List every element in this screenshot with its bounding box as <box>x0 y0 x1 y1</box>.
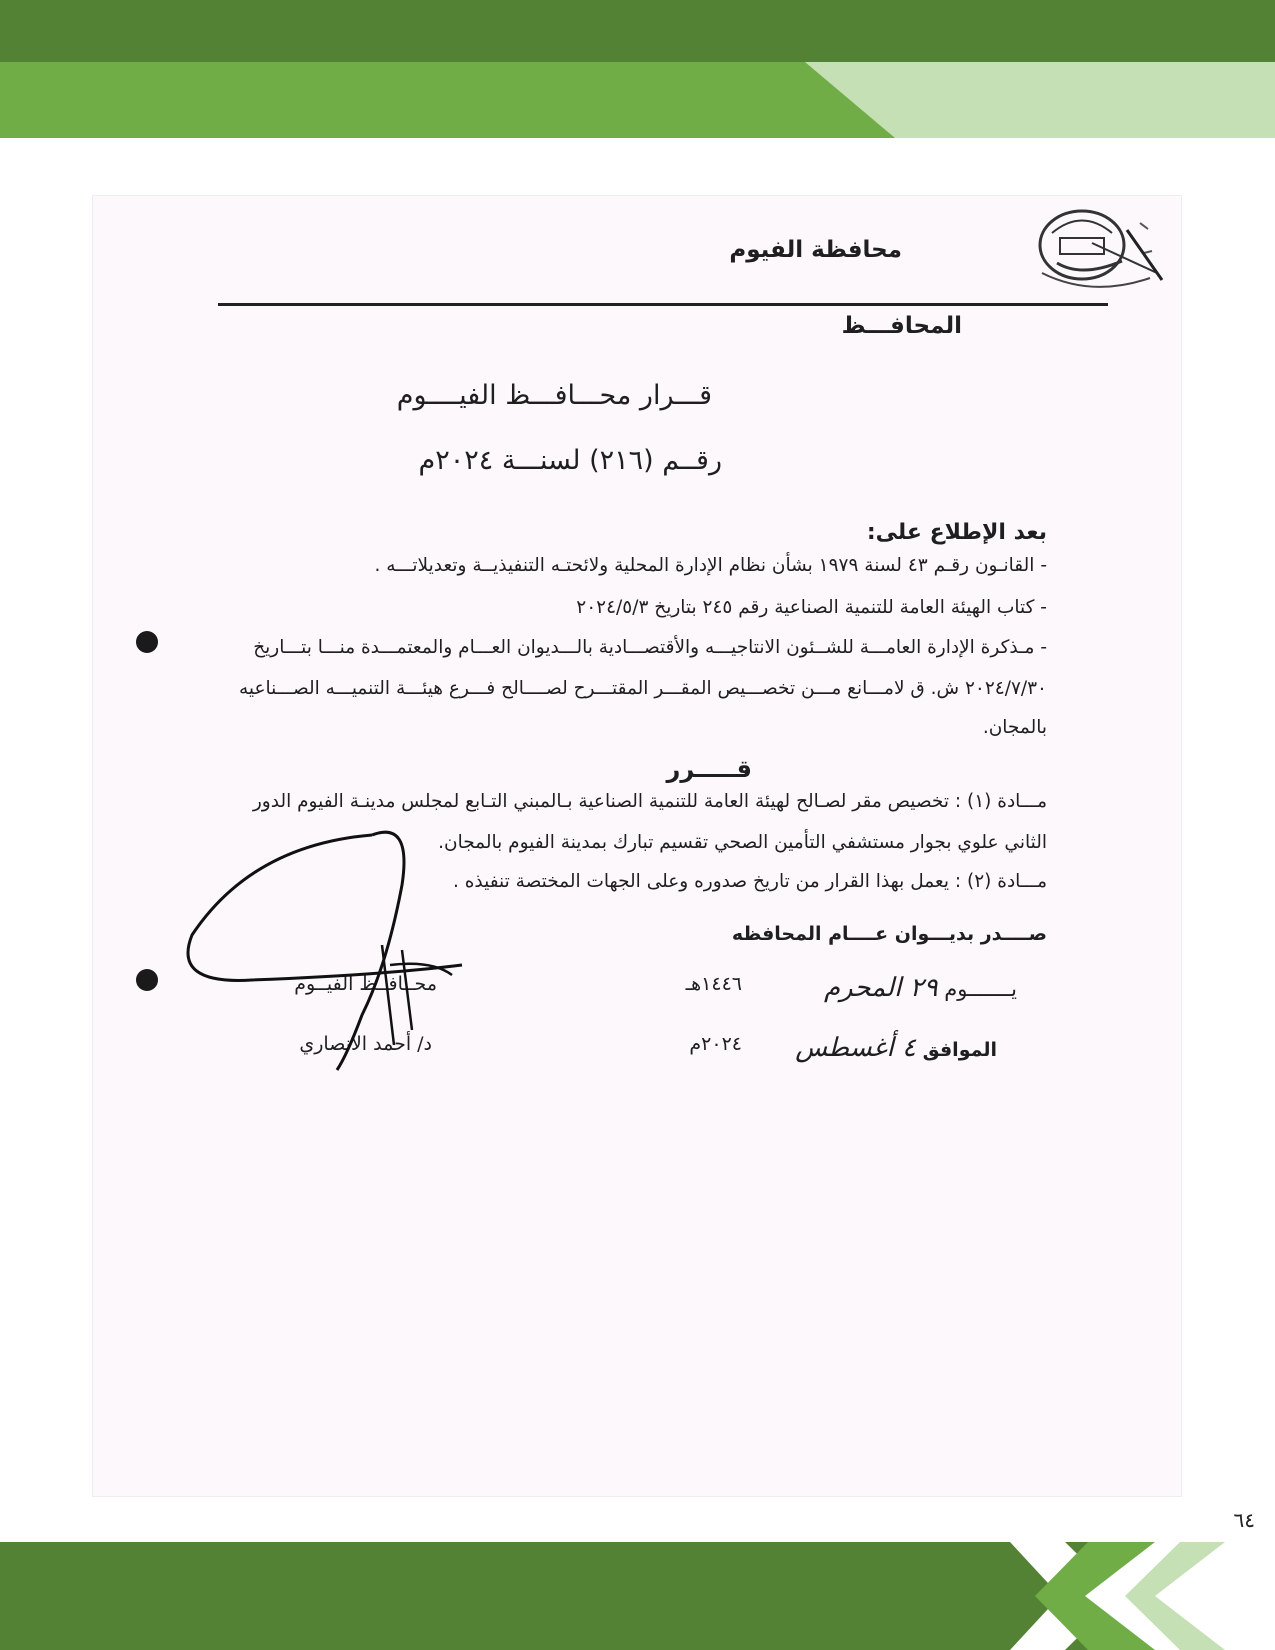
top-band-light-wedge <box>0 62 1275 138</box>
header-rule <box>218 303 1108 306</box>
scanned-decree <box>92 195 1182 1497</box>
punch-hole-icon <box>132 627 162 657</box>
hijri-year: ١٤٤٦هـ <box>685 973 742 995</box>
decree-title: قـــرار محـــافـــظ الفيــــوم <box>396 380 712 411</box>
hijri-handwritten: ٢٩ المحرم <box>823 973 938 1003</box>
bottom-band <box>0 1542 1275 1650</box>
decree-number: رقــم (٢١٦) لسنـــة ٢٠٢٤م <box>418 445 722 476</box>
signatory-name: د/ أحمد الانصاري <box>299 1033 432 1055</box>
top-band-dark <box>0 0 1275 62</box>
preamble-heading: بعد الإطلاع على: <box>866 520 1047 545</box>
gregorian-date <box>795 1033 997 1063</box>
punch-hole-icon <box>132 965 162 995</box>
preamble-item: بالمجان. <box>982 717 1047 738</box>
hijri-date <box>824 973 1017 1003</box>
office-title: المحافـــظ <box>841 313 962 339</box>
preamble-item: - مـذكرة الإدارة العامـــة للشــئون الانتاجيـــه والأقتصـــادية بالـــديوان العـــام والمعتمـــدة منـــا بتـــاريخ <box>253 637 1047 658</box>
decision-heading: قـــــرر <box>666 755 752 783</box>
governorate-name: محافظة الفيوم <box>729 237 902 263</box>
preamble-item: - القانـون رقـم ٤٣ لسنة ١٩٧٩ بشأن نظام الإدارة المحلية ولائحتـه التنفيذيــة وتعديلاتـــه . <box>374 555 1047 576</box>
article-line: مـــادة (١) : تخصيص مقر لصـالح لهيئة العامة للتنمية الصناعية بـالمبني التـابع لمجلس مدينـة الفيوم الدور <box>252 791 1047 812</box>
issued-at: صــــدر بديـــوان عــــام المحافظه <box>731 923 1047 945</box>
gregorian-handwritten: ٤ أغسطس <box>795 1033 916 1063</box>
hijri-label: يـــــــوم <box>944 977 1017 1001</box>
gregorian-year: ٢٠٢٤م <box>689 1033 742 1055</box>
gregorian-label: الموافق <box>922 1039 997 1061</box>
preamble-item: - كتاب الهيئة العامة للتنمية الصناعية رقم ٢٤٥ بتاريخ ٢٠٢٤/٥/٣ <box>576 597 1047 618</box>
signatory-title: محــافــظ الفيــوم <box>294 973 437 995</box>
corner-stroke-icon <box>1122 225 1172 285</box>
page-number: ٦٤ <box>1233 1508 1255 1532</box>
handwritten-signature-icon <box>132 815 472 1075</box>
article-line: الثاني علوي بجوار مستشفي التأمين الصحي تقسيم تبارك بمدينة الفيوم بالمجان. <box>438 832 1047 853</box>
article-line: مـــادة (٢) : يعمل بهذا القرار من تاريخ صدوره وعلى الجهات المختصة تنفيذه . <box>452 871 1047 892</box>
preamble-item: ٢٠٢٤/٧/٣٠ ش. ق لامـــانع مـــن تخصـــيص المقـــر المقتـــرح لصــــالح فـــرع هيئـــة التنميـــه الصـــناعيه <box>238 678 1047 699</box>
